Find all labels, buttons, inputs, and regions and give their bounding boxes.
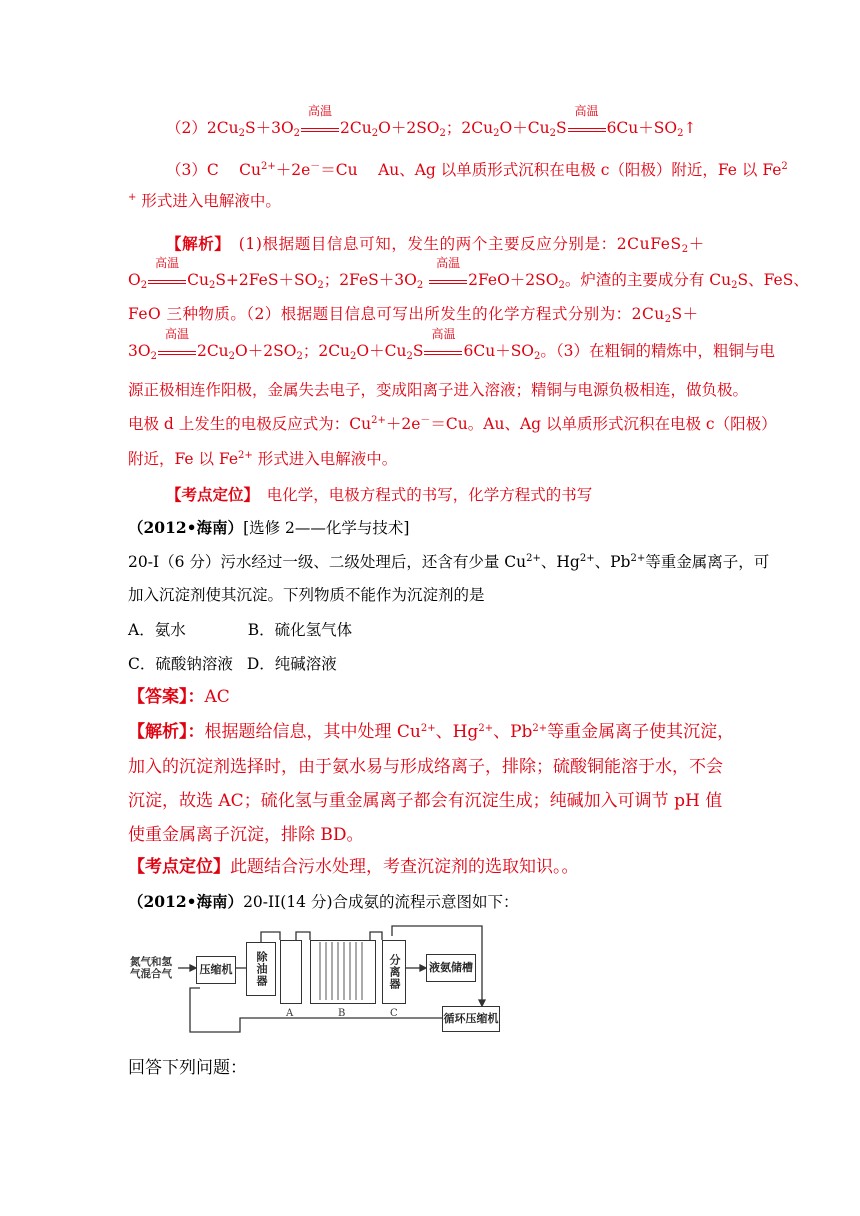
q20ii-line: （2012•海南）20-II(14 分)合成氨的流程示意图如下：: [128, 892, 519, 911]
recycle-compressor-box: 循环压缩机: [442, 1006, 500, 1032]
unit-a-box: [280, 940, 302, 1004]
kaodian1-line: 【考点定位】 电化学，电极方程式的书写，化学方程式的书写: [166, 485, 593, 504]
analysis1-line5: 源正极相连作阳极，金属失去电子，变成阳离子进入溶液；精铜与电源负极相连，做负极。: [128, 381, 749, 399]
ammonia-tank-box: 液氨储槽: [426, 954, 476, 982]
analysis1-line6: 电极 d 上发生的电极反应式为：$Cu^{2+}+2e^-=Cu$。Au、Ag 以单质形式沉积在电极 c（阳极）: [128, 415, 777, 433]
analysis1-line3: FeO 三种物质。（2）根据题目信息可写出所发生的化学方程式分别为：$2Cu_2S+$: [128, 305, 699, 325]
label-c: C: [390, 1008, 398, 1019]
option-a: A．氨水: [128, 621, 186, 639]
condition-high-temp: 高温: [158, 341, 196, 352]
analysis2-line2: 加入的沉淀剂选择时，由于氨水易与形成络离子，排除；硫酸铜能溶于水，不会: [128, 757, 723, 777]
ammonia-synthesis-flow-diagram: [130, 918, 500, 1044]
answer-line: 【答案】：AC: [128, 687, 230, 707]
option-b: B．硫化氢气体: [247, 621, 353, 639]
q20i-stem-line2: 加入沉淀剂使其沉淀。下列物质不能作为沉淀剂的是: [128, 586, 485, 604]
option-d: D．纯碱溶液: [246, 655, 337, 673]
label-b: B: [338, 1008, 346, 1019]
q20i-source-line: （2012•海南）[选修 2——化学与技术]: [128, 518, 410, 537]
condition-high-temp: 高温: [148, 270, 186, 281]
label-a: A: [286, 1008, 294, 1019]
condition-high-temp: 高温: [301, 118, 339, 129]
analysis2-line4: 使重金属离子沉淀，排除 BD。: [128, 825, 364, 845]
compressor-box: 压缩机: [196, 956, 236, 984]
condition-high-temp: 高温: [568, 118, 606, 129]
q20i-options-row1: [128, 620, 352, 640]
q20i-options-row2: [128, 654, 337, 674]
answer-following-questions: 回答下列问题：: [128, 1058, 247, 1078]
q20i-stem-line1: 20-I（6 分）污水经过一级、二级处理后，还含有少量 $Cu^{2+}$、$Hg^{2+}$、$Pb^{2+}$等重金属离子，可: [128, 553, 770, 571]
sec2-equation-line: $(2)2Cu_2S+3O_2$ 高温 $2Cu_2O+2SO_2$；$2Cu_2O+Cu_2S$ 高温 $6Cu+SO_2↑$: [166, 104, 697, 139]
option-c: C．硫酸钠溶液: [128, 655, 233, 673]
feed-gas-label: 氮气和氢气混合气: [130, 956, 172, 980]
unit-b-box: [310, 940, 376, 1004]
analysis2-line1: 【解析】：根据题给信息，其中处理 $Cu^{2+}$、$Hg^{2+}$、$Pb^{2+}$等重金属离子使其沉淀，: [128, 722, 735, 742]
analysis1-line2: $O_2$ 高温 $Cu_2S+2FeS+SO_2$；$2FeS+3O_2$ 高温 $2FeO+2SO_2$。炉渣的主要成分有 $Cu_2S$、FeS、: [128, 256, 809, 291]
condition-high-temp: 高温: [429, 270, 467, 281]
analysis1-line4: $3O_2$ 高温 $2Cu_2O+2SO_2$；$2Cu_2O+Cu_2S$ 高温 $6Cu+SO_2$。（3）在粗铜的精炼中，粗铜与电: [128, 327, 776, 362]
sec3-line1: （3）C $Cu^{2+}+2e^-=Cu$ Au、Ag 以单质形式沉积在电极 c（阳极）附近，Fe 以 Fe$^2$: [166, 161, 788, 179]
kaodian2-line: 【考点定位】此题结合污水处理，考查沉淀剂的选取知识。。: [128, 857, 579, 877]
analysis1-line7: 附近，Fe 以 $Fe^{2+}$ 形式进入电解液中。: [128, 450, 398, 468]
deoiler-box: 除油器: [246, 942, 276, 996]
analysis2-line3: 沉淀，故选 AC；硫化氢与重金属离子都会有沉淀生成；纯碱加入可调节 pH 值: [128, 791, 723, 811]
separator-box: 分离器: [382, 940, 406, 1004]
analysis1-line1: 【解析】 (1)根据题目信息可知，发生的两个主要反应分别是：2CuFeS$_2$＋: [166, 234, 705, 255]
sec3-line2: + 形式进入电解液中。: [128, 192, 281, 210]
condition-high-temp: 高温: [424, 341, 462, 352]
